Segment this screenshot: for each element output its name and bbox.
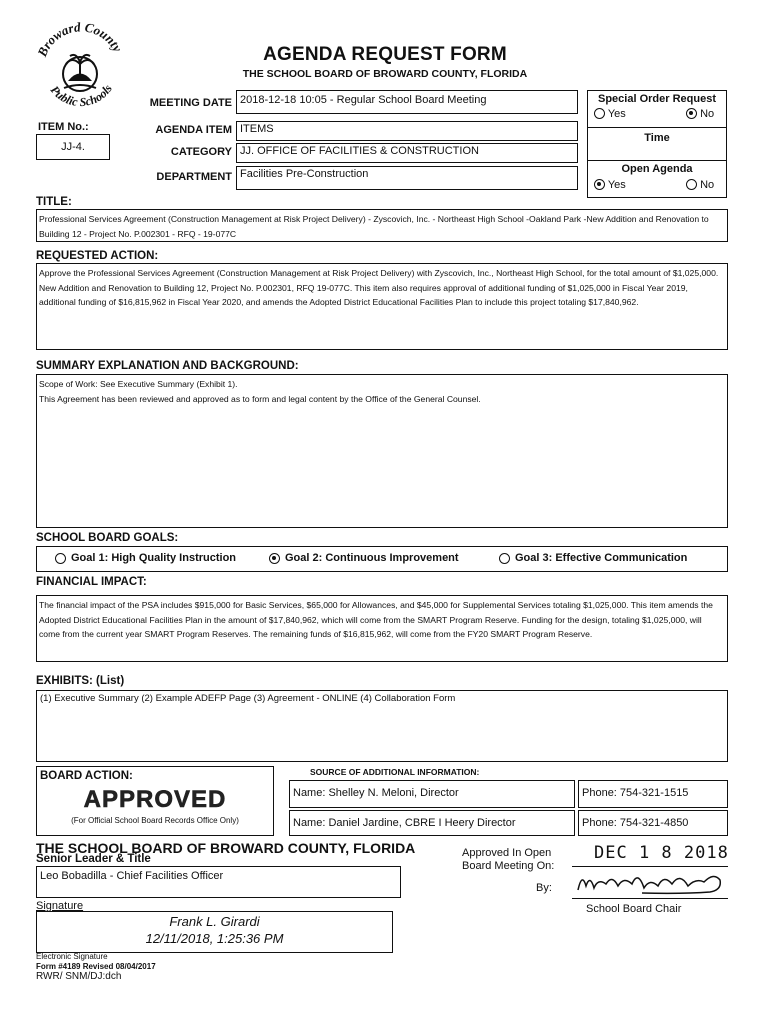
school-board-chair-label: School Board Chair: [586, 903, 682, 915]
open-agenda-no[interactable]: No: [686, 179, 714, 191]
time-box: [587, 127, 727, 161]
open-agenda-yes[interactable]: Yes: [594, 179, 626, 191]
chair-signature: [572, 868, 728, 898]
signature-label: Signature: [36, 900, 84, 912]
open-agenda-title: Open Agenda: [621, 163, 693, 175]
goals-box: [36, 546, 728, 572]
goals-label: SCHOOL BOARD GOALS:: [36, 532, 179, 544]
summary-box[interactable]: [36, 374, 728, 528]
open-agenda-box: [587, 160, 727, 198]
item-no-label: ITEM No.:: [38, 121, 89, 133]
svg-text:Public Schools: Public Schools: [47, 81, 115, 110]
department-label: DEPARTMENT: [156, 171, 232, 183]
special-order-box: [587, 90, 727, 128]
exhibits-list: (1) Executive Summary (2) Example ADEFP Page (3) Agreement - ONLINE (4) Collaboration Form: [40, 693, 456, 704]
signer-name: Frank L. Girardi: [169, 914, 260, 929]
district-seal-icon: [30, 16, 130, 116]
goal-3-option[interactable]: Goal 3: Effective Communication: [499, 552, 687, 564]
department-field[interactable]: Facilities Pre-Construction: [236, 166, 578, 190]
contact-2-name: Name: Daniel Jardine, CBRE I Heery Director: [289, 810, 575, 836]
time-label: Time: [644, 132, 670, 144]
meeting-date-label: MEETING DATE: [149, 97, 232, 109]
signature-box[interactable]: [36, 911, 393, 953]
approved-open-line-2: Board Meeting On:: [462, 860, 555, 872]
district-logo: [30, 16, 130, 116]
handwritten-signature-icon: [572, 868, 728, 898]
senior-leader-field[interactable]: Leo Bobadilla - Chief Facilities Officer: [36, 866, 401, 898]
signer-date: 12/11/2018, 1:25:36 PM: [145, 931, 284, 946]
exhibits-label: EXHIBITS: (List): [36, 675, 125, 687]
category-label: CATEGORY: [170, 146, 232, 158]
special-order-title: Special Order Request: [598, 93, 716, 105]
summary-line-2: This Agreement has been reviewed and approved as to form and legal content by the Office of the General Counsel.: [39, 393, 481, 404]
category-field[interactable]: JJ. OFFICE OF FACILITIES & CONSTRUCTION: [236, 143, 578, 163]
summary-label: SUMMARY EXPLANATION AND BACKGROUND:: [36, 360, 299, 372]
title-label: TITLE:: [36, 196, 72, 208]
item-no-field: JJ-4.: [36, 134, 110, 160]
summary-line-1: Scope of Work: See Executive Summary (Exhibit 1).: [39, 379, 238, 389]
approved-open-line-1: Approved In Open: [462, 847, 552, 859]
chair-signature-line: [572, 898, 728, 899]
board-name-footer: THE SCHOOL BOARD OF BROWARD COUNTY, FLORIDA: [36, 840, 416, 856]
by-label: By:: [536, 882, 552, 894]
board-action-label: BOARD ACTION:: [40, 770, 133, 782]
svg-text:Broward County: Broward County: [34, 19, 126, 59]
form-subtitle: THE SCHOOL BOARD OF BROWARD COUNTY, FLORIDA: [242, 68, 528, 80]
goal-2-option[interactable]: Goal 2: Continuous Improvement: [269, 552, 459, 564]
goal-1-option[interactable]: Goal 1: High Quality Instruction: [55, 552, 236, 564]
agenda-item-label: AGENDA ITEM: [155, 124, 232, 136]
contact-1-phone: Phone: 754-321-1515: [578, 780, 728, 808]
source-info-label: SOURCE OF ADDITIONAL INFORMATION:: [310, 767, 480, 777]
requested-action-box[interactable]: Approve the Professional Services Agreement (Construction Management at Risk Project Delivery) with Zyscovich, Inc., Northeast High School, for the total amount of $1,025,000. New Addition and Renovation to Building 12, Project No. P.002301, RFQ 19-077C. This item also requires approval of additional funding of $1,025,000 in Fiscal Year 2019, additional funding of $16,815,962 in Fiscal Year 2020, and amends the Adopted District Educational Facilities Plan to include this project totaling $17,840,962.: [36, 263, 728, 350]
board-action-box: [36, 766, 274, 836]
meeting-date-field[interactable]: 2018-12-18 10:05 - Regular School Board Meeting: [236, 90, 578, 114]
special-order-yes[interactable]: Yes: [594, 108, 626, 120]
requested-action-label: REQUESTED ACTION:: [36, 250, 159, 262]
senior-leader-label: Senior Leader & Title: [36, 853, 151, 865]
special-order-no[interactable]: No: [686, 108, 714, 120]
records-office-note: (For Official School Board Records Office Only): [71, 816, 239, 825]
electronic-signature-label: Electronic Signature: [36, 952, 108, 961]
contact-1-name: Name: Shelley N. Meloni, Director: [289, 780, 575, 808]
form-title: AGENDA REQUEST FORM: [263, 44, 507, 65]
agenda-item-field[interactable]: ITEMS: [236, 121, 578, 141]
contact-2-phone: Phone: 754-321-4850: [578, 810, 728, 836]
rwr-initials: RWR/ SNM/DJ:dch: [36, 971, 122, 982]
form-number: Form #4189 Revised 08/04/2017: [36, 962, 156, 971]
financial-impact-box[interactable]: The financial impact of the PSA includes $915,000 for Basic Services, $65,000 for Allowances, and $45,000 for Supplemental Services totaling $1,025,000. This item amends the Adopted District Educational Facilities Plan in the amount of $17,840,962, which will come from the SMART Program Reserve. Funding for the design, totaling $1,025,000, will come from the current year SMART Program Reserves. The remaining funds of $16,815,962, will come from the FY20 SMART Program Reserve.: [36, 595, 728, 662]
financial-impact-label: FINANCIAL IMPACT:: [36, 576, 147, 588]
exhibits-box[interactable]: [36, 690, 728, 762]
approved-stamp: APPROVED: [83, 786, 227, 813]
title-box[interactable]: Professional Services Agreement (Construction Management at Risk Project Delivery) - Zyscovich, Inc. - Northeast High School -Oakland Park -New Addition and Renovation to Building 12 - Project No. P.002301 - RFQ - 19-077C: [36, 209, 728, 242]
approved-date-stamp: DEC 1 8 2018: [594, 843, 729, 863]
approved-date-line: [572, 866, 728, 867]
